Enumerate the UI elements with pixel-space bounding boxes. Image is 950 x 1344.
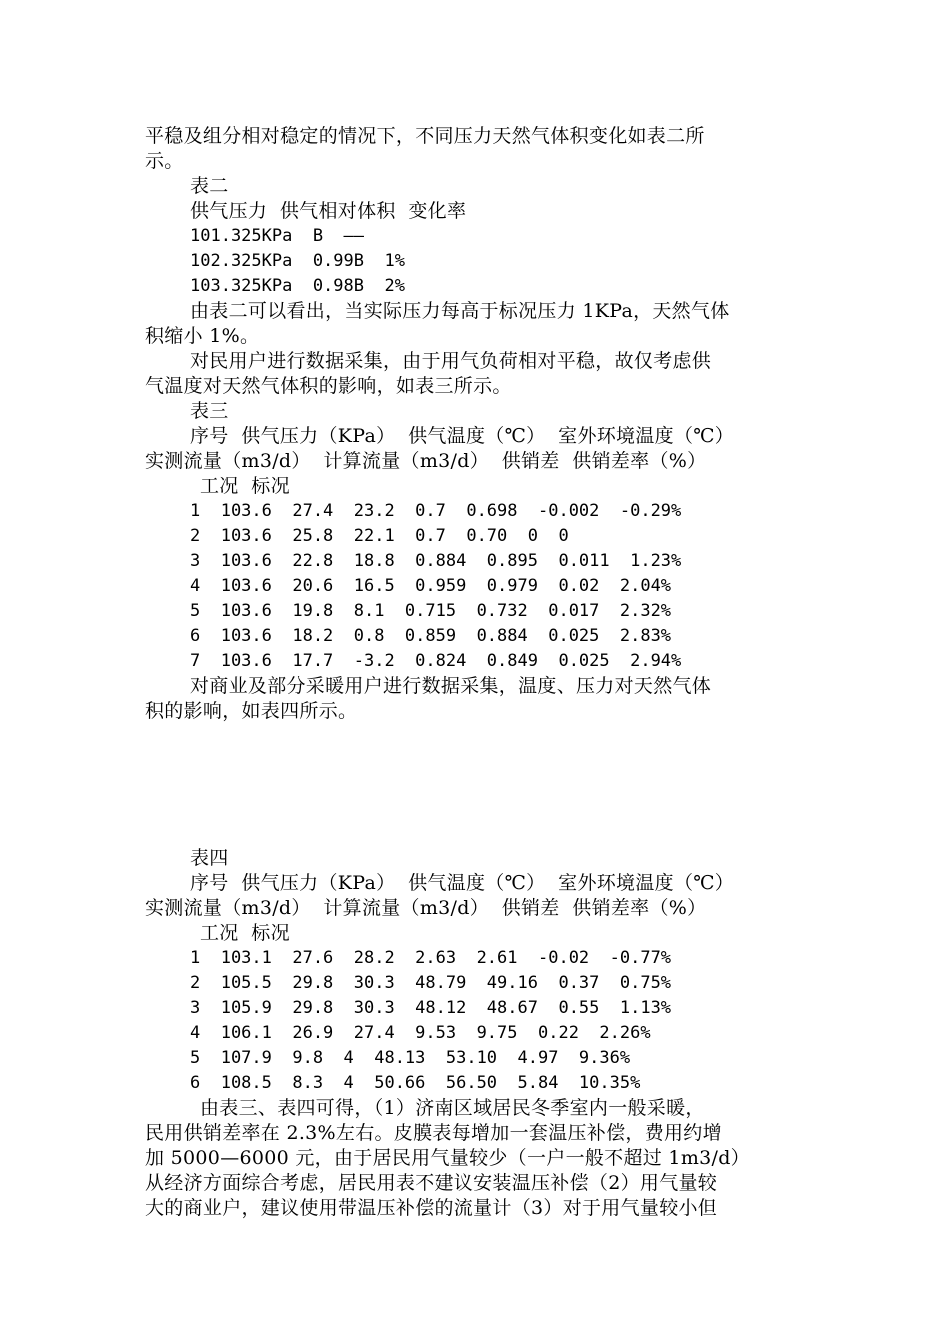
table4-row: 1 103.1 27.6 28.2 2.63 2.61 -0.02 -0.77% (190, 948, 672, 968)
paragraph-line: 示。 (145, 150, 184, 172)
paragraph-line: 对商业及部分采暖用户进行数据采集，温度、压力对天然气体 (190, 675, 712, 697)
table3-row: 6 103.6 18.2 0.8 0.859 0.884 0.025 2.83% (190, 626, 672, 646)
paragraph-line: 由表三、表四可得，（1）济南区域居民冬季室内一般采暖， (200, 1097, 705, 1119)
table4-row: 4 106.1 26.9 27.4 9.53 9.75 0.22 2.26% (190, 1023, 651, 1043)
table2-header: 供气压力 供气相对体积 变化率 (190, 200, 467, 222)
table3-row: 7 103.6 17.7 -3.2 0.824 0.849 0.025 2.94% (190, 651, 682, 671)
paragraph-line: 积的影响，如表四所示。 (145, 700, 358, 722)
table2-row: 101.325KPa B —— (190, 226, 364, 246)
table4-row: 2 105.5 29.8 30.3 48.79 49.16 0.37 0.75% (190, 973, 672, 993)
paragraph-line: 气温度对天然气体积的影响，如表三所示。 (145, 375, 512, 397)
paragraph-line: 平稳及组分相对稳定的情况下，不同压力天然气体积变化如表二所 (145, 125, 705, 147)
paragraph-line: 积缩小 1%。 (145, 325, 260, 347)
paragraph-line: 大的商业户，建议使用带温压补偿的流量计（3）对于用气量较小但 (145, 1197, 718, 1219)
table4-header: 实测流量（m3/d） 计算流量（m3/d） 供销差 供销差率（%） (145, 897, 707, 919)
table3-row: 2 103.6 25.8 22.1 0.7 0.70 0 0 (190, 526, 569, 546)
table4-title: 表四 (190, 847, 229, 869)
table3-row: 1 103.6 27.4 23.2 0.7 0.698 -0.002 -0.29% (190, 501, 682, 521)
table4-row: 5 107.9 9.8 4 48.13 53.10 4.97 9.36% (190, 1048, 631, 1068)
table3-header: 工况 标况 (200, 475, 290, 497)
table4-row: 3 105.9 29.8 30.3 48.12 48.67 0.55 1.13% (190, 998, 672, 1018)
table3-header: 序号 供气压力（KPa） 供气温度（℃） 室外环境温度（℃） (190, 425, 735, 447)
table2-title: 表二 (190, 175, 229, 197)
table3-row: 3 103.6 22.8 18.8 0.884 0.895 0.011 1.23% (190, 551, 682, 571)
table4-header: 序号 供气压力（KPa） 供气温度（℃） 室外环境温度（℃） (190, 872, 735, 894)
table3-row: 4 103.6 20.6 16.5 0.959 0.979 0.02 2.04% (190, 576, 672, 596)
table3-title: 表三 (190, 400, 229, 422)
table4-row: 6 108.5 8.3 4 50.66 56.50 5.84 10.35% (190, 1073, 641, 1093)
table3-header: 实测流量（m3/d） 计算流量（m3/d） 供销差 供销差率（%） (145, 450, 707, 472)
paragraph-line: 民用供销差率在 2.3%左右。皮膜表每增加一套温压补偿，费用约增 (145, 1122, 722, 1144)
paragraph-line: 从经济方面综合考虑，居民用表不建议安装温压补偿（2）用气量较 (145, 1172, 718, 1194)
paragraph-line: 对民用户进行数据采集，由于用气负荷相对平稳，故仅考虑供 (190, 350, 712, 372)
table2-row: 102.325KPa 0.99B 1% (190, 251, 405, 271)
paragraph-line: 由表二可以看出，当实际压力每高于标况压力 1KPa，天然气体 (190, 300, 730, 322)
paragraph-line: 加 5000—6000 元，由于居民用气量较少（一户一般不超过 1m3/d） (145, 1147, 750, 1169)
table4-header: 工况 标况 (200, 922, 290, 944)
table3-row: 5 103.6 19.8 8.1 0.715 0.732 0.017 2.32% (190, 601, 672, 621)
table2-row: 103.325KPa 0.98B 2% (190, 276, 405, 296)
